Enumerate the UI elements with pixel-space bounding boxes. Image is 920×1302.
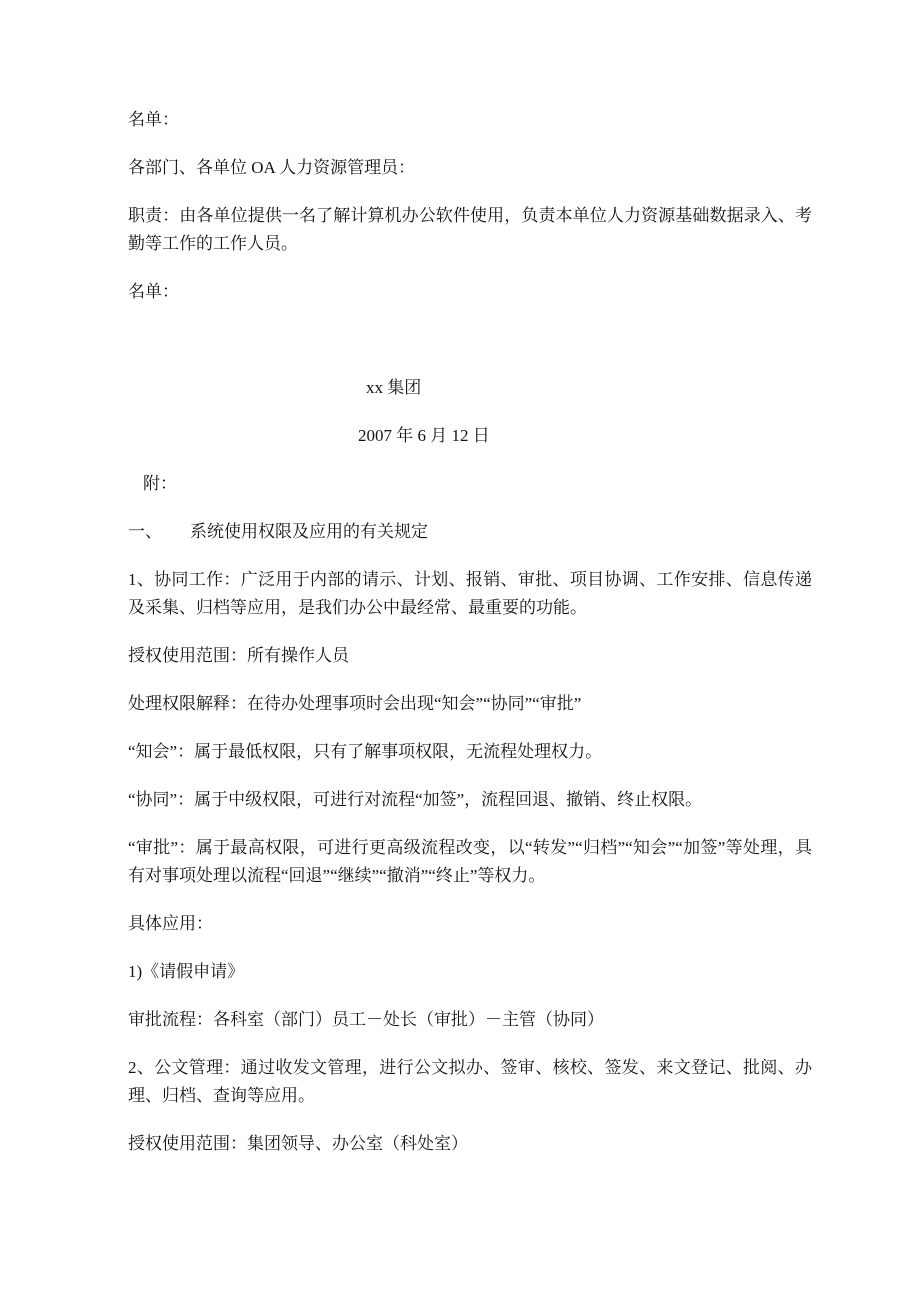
paragraph-permission-zhihui: “知会”：属于最低权限，只有了解事项权限，无流程处理权力。 bbox=[128, 742, 603, 761]
paragraph-signature: xx 集团 bbox=[366, 378, 422, 397]
paragraph-salutation: 各部门、各单位 OA 人力资源管理员： bbox=[128, 158, 416, 177]
paragraph-scope-1: 授权使用范围：所有操作人员 bbox=[128, 646, 349, 665]
paragraph-permission-xietong: “协同”：属于中级权限，可进行对流程“加签”，流程回退、撤销、终止权限。 bbox=[128, 790, 703, 809]
paragraph-dateline: 2007 年 6 月 12 日 bbox=[358, 426, 490, 445]
paragraph-permission-shenpi: “审批”：属于最高权限，可进行更高级流程改变，以“转发”“归档”“知会”“加签”等处理，具有对事项处理以流程“回退”“继续”“撤消”“终止”等权力。 bbox=[128, 838, 812, 885]
paragraph-list-label-1: 名单： bbox=[128, 110, 179, 129]
paragraph-item-1-collaboration: 1、协同工作：广泛用于内部的请示、计划、报销、审批、项目协调、工作安排、信息传递及采集、归档等应用，是我们办公中最经常、最重要的功能。 bbox=[128, 570, 812, 617]
paragraph-approval-flow: 审批流程：各科室（部门）员工－处长（审批）－主管（协同） bbox=[128, 1010, 604, 1029]
paragraph-scope-2: 授权使用范围：集团领导、办公室（科处室） bbox=[128, 1134, 468, 1153]
paragraph-item-2-documents: 2、公文管理：通过收发文管理，进行公文拟办、签审、核校、签发、来文登记、批阅、办理、归档、查询等应用。 bbox=[128, 1058, 812, 1105]
paragraph-permission-intro: 处理权限解释：在待办处理事项时会出现“知会”“协同”“审批” bbox=[128, 694, 582, 713]
paragraph-section-1-heading bbox=[128, 518, 812, 546]
paragraph-app-1: 1)《请假申请》 bbox=[128, 962, 245, 981]
section-number: 一、 bbox=[128, 522, 162, 541]
section-title: 系统使用权限及应用的有关规定 bbox=[190, 522, 428, 541]
blank-line bbox=[128, 326, 812, 354]
paragraph-specific-apps: 具体应用： bbox=[128, 914, 213, 933]
paragraph-duty: 职责：由各单位提供一名了解计算机办公软件使用，负责本单位人力资源基础数据录入、考勤等工作的工作人员。 bbox=[128, 206, 812, 253]
paragraph-list-label-2: 名单： bbox=[128, 282, 179, 301]
paragraph-attachment-label: 附： bbox=[143, 474, 177, 493]
